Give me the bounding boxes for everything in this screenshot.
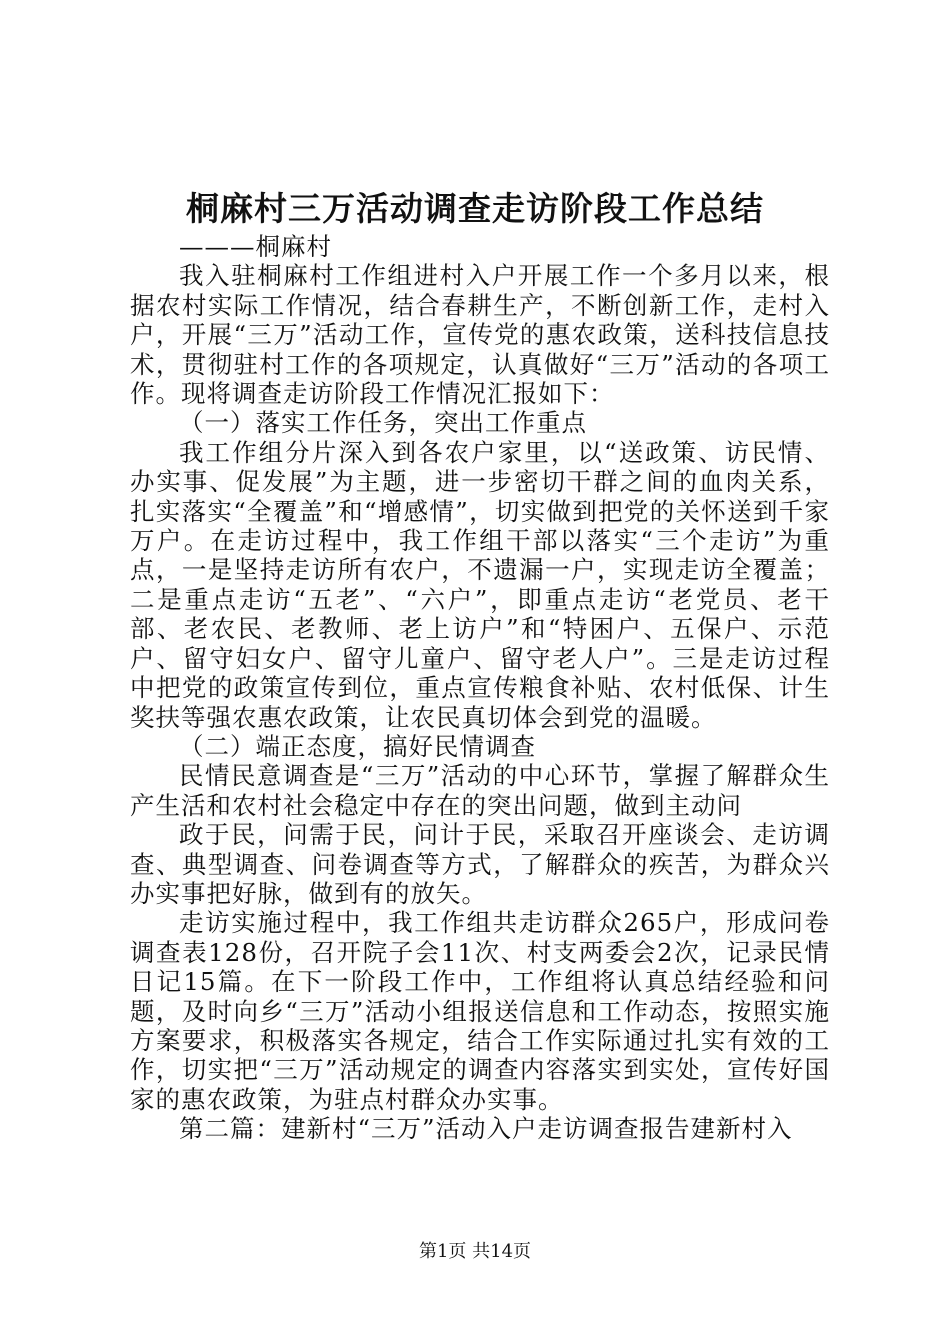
paragraph-section-2b: 政于民，问需于民，问计于民，采取召开座谈会、走访调查、典型调查、问卷调查等方式，了解群众的疾苦，为群众兴办实事把好脉，做到有的放矢。 [130, 820, 830, 908]
paragraph-intro: 我入驻桐麻村工作组进村入户开展工作一个多月以来，根据农村实际工作情况，结合春耕生产，不断创新工作，走村入户，开展“三万”活动工作，宣传党的惠农政策，送科技信息技术，贯彻驻村工作的各项规定，认真做好“三万”活动的各项工作。现将调查走访阶段工作情况汇报如下： [130, 261, 830, 409]
section-heading-1: （一）落实工作任务，突出工作重点 [179, 408, 587, 438]
paragraph-section-2a: 民情民意调查是“三万”活动的中心环节，掌握了解群众生产生活和农村社会稳定中存在的突出问题，做到主动问 [130, 761, 830, 820]
paragraph-summary: 走访实施过程中，我工作组共走访群众265户，形成问卷调查表128份，召开院子会11次、村支两委会2次，记录民情日记15篇。在下一阶段工作中，工作组将认真总结经验和问题，及时向乡“三万”活动小组报送信息和工作动态，按照实施方案要求，积极落实各规定，结合工作实际通过扎实有效的工作，切实把“三万”活动规定的调查内容落实到实处，宣传好国家的惠农政策，为驻点村群众办实事。 [130, 908, 830, 1114]
document-title: 桐麻村三万活动调查走访阶段工作总结 [186, 189, 764, 228]
section-heading-2: （二）端正态度，搞好民情调查 [179, 731, 536, 761]
document-body [130, 232, 830, 1144]
paragraph-section-1: 我工作组分片深入到各农户家里，以“送政策、访民情、办实事、促发展”为主题，进一步密切干群之间的血肉关系，扎实落实“全覆盖”和“增感情”，切实做到把党的关怀送到千家万户。在走访过程中，我工作组干部以落实“三个走访”为重点，一是坚持走访所有农户，不遗漏一户，实现走访全覆盖；二是重点走访“五老”、“六户”，即重点走访“老党员、老干部、老农民、老教师、老上访户”和“特困户、五保户、示范户、留守妇女户、留守儿童户、留守老人户”。三是走访过程中把党的政策宣传到位，重点宣传粮食补贴、农村低保、计生奖扶等强农惠农政策，让农民真切体会到党的温暖。 [130, 437, 830, 732]
paragraph-next-article: 第二篇：建新村“三万”活动入户走访调查报告建新村入 [179, 1114, 793, 1144]
document-subtitle: ———桐麻村 [179, 232, 332, 261]
page-indicator: 第1页 共14页 [418, 1241, 532, 1262]
